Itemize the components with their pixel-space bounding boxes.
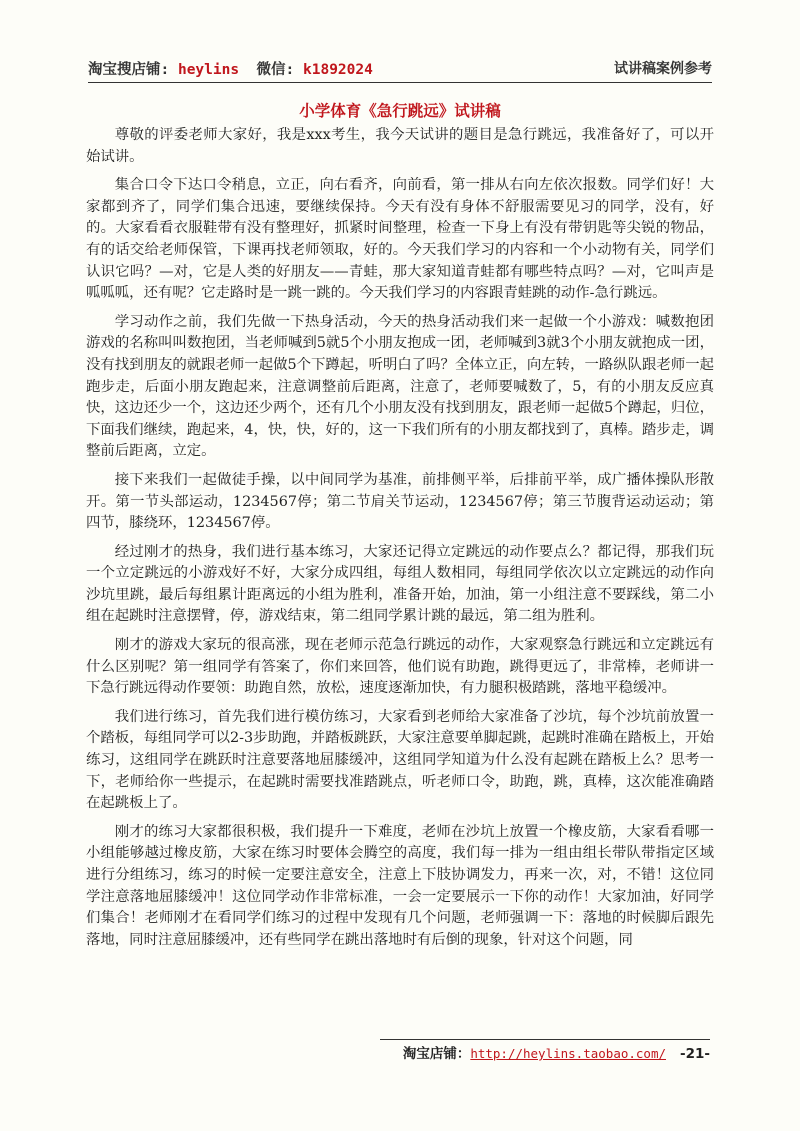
header-doc-type: 试讲稿案例参考 (614, 61, 712, 77)
page-footer (380, 1039, 710, 1062)
shop-label: 淘宝搜店铺: (88, 62, 178, 78)
footer-shop-link[interactable]: http://heylins.taobao.com/ (470, 1046, 666, 1061)
wechat-label: 微信: (239, 62, 303, 78)
footer-label: 淘宝店铺： (402, 1046, 471, 1062)
document-body (86, 125, 743, 958)
page-title: 小学体育《急行跳远》试讲稿 (299, 101, 501, 120)
paragraph: 刚才的游戏大家玩的很高涨，现在老师示范急行跳远的动作，大家观察急行跳远和立定跳远有什么区别呢？第一组同学有答案了，你们来回答，他们说有助跑，跳得更远了，非常棒，老师讲一下急行跳远得动作要领：助跑自然，放松，速度逐渐加快，有力腿积极踏跳，落地平稳缓冲。 (86, 637, 714, 697)
paragraph: 尊敬的评委老师大家好，我是xxx考生，我今天试讲的题目是急行跳远，我准备好了，可以开始试讲。 (86, 127, 714, 165)
page-header (88, 58, 712, 83)
header-shop-info (88, 58, 373, 79)
paragraph: 刚才的练习大家都很积极，我们提升一下难度，老师在沙坑上放置一个橡皮筋，大家看看哪一小组能够越过橡皮筋，大家在练习时要体会腾空的高度，我们每一排为一组由组长带队带指定区域进行分组练习，练习的时候一定要注意安全，注意上下肢协调发力，再来一次，对，不错！这位同学注意落地屈膝缓冲！这位同学动作非常标准，一会一定要展示一下你的动作！大家加油，好同学们集合！老师刚才在看同学们练习的过程中发现有几个问题，老师强调一下：落地的时候脚后跟先落地，同时注意屈膝缓冲，还有些同学在跳出落地时有后倒的现象，针对这个问题，同 (86, 823, 714, 948)
paragraph: 接下来我们一起做徒手操，以中间同学为基准，前排侧平举，后排前平举，成广播体操队形散开。第一节头部运动，1234567停；第二节肩关节运动，1234567停；第三节腹背运动运动；第四节，膝绕环，1234567停。 (86, 471, 714, 532)
paragraph: 我们进行练习，首先我们进行模仿练习，大家看到老师给大家准备了沙坑，每个沙坑前放置一个踏板，每组同学可以2-3步助跑，并踏板跳跃，大家注意要单脚起跳，起跳时准确在踏板上，开始练习，这组同学在跳跃时注意要落地屈膝缓冲，这组同学知道为什么没有起跳在踏板上么？思考一下，老师给你一些提示，在起跳时需要找准踏跳点，听老师口令，助跑，跳，真棒，这次能准确踏在起跳板上了。 (86, 708, 714, 812)
page-number: -21- (680, 1046, 710, 1062)
paragraph: 集合口令下达口令稍息，立正，向右看齐，向前看，第一排从右向左依次报数。同学们好！大家都到齐了，同学们集合迅速，要继续保持。今天有没有身体不舒服需要见习的同学，没有，好的。大家看看衣服鞋带有没有整理好，抓紧时间整理，检查一下身上有没有带钥匙等尖锐的物品，有的话交给老师保管，下课再找老师领取，好的。今天我们学习的内容和一个小动物有关，同学们认识它吗？—对，它是人类的好朋友——青蛙，那大家知道青蛙都有哪些特点吗？—对，它叫声是呱呱呱，还有呢？它走路时是一跳一跳的。今天我们学习的内容跟青蛙跳的动作-急行跳远。 (86, 177, 714, 302)
shop-name: heylins (177, 62, 240, 78)
paragraph: 学习动作之前，我们先做一下热身活动，今天的热身活动我们来一起做一个小游戏：喊数抱团 游戏的名称叫叫数抱团，当老师喊到5就5个小朋友抱成一团，老师喊到3就3个小朋友就抱成一团，没有找到朋友的就跟老师一起做5个下蹲起，听明白了吗？全体立正，向左转，一路纵队跟老师一起跑步走，后面小朋友跑起来，注意调整前后距离，注意了，老师要喊数了，5，有的小朋友反应真快，这边还少一个，这边还少两个，还有几个小朋友没有找到朋友，跟老师一起做5个蹲起，归位，下面我们继续，跑起来，4，快，快，好的，这一下我们所有的小朋友都找到了，真棒。踏步走，调整前后距离，立定。 (86, 313, 743, 460)
wechat-id: k1892024 (303, 62, 373, 78)
paragraph: 经过刚才的热身，我们进行基本练习，大家还记得立定跳远的动作要点么？都记得，那我们玩一个立定跳远的小游戏好不好，大家分成四组，每组人数相同，每组同学依次以立定跳远的动作向沙坑里跳，最后每组累计距离远的小组为胜利，准备开始，加油，第一小组注意不要踩线，第二小组在起跳时注意摆臂，停，游戏结束，第二组同学累计跳的最远，第二组为胜利。 (86, 543, 714, 625)
